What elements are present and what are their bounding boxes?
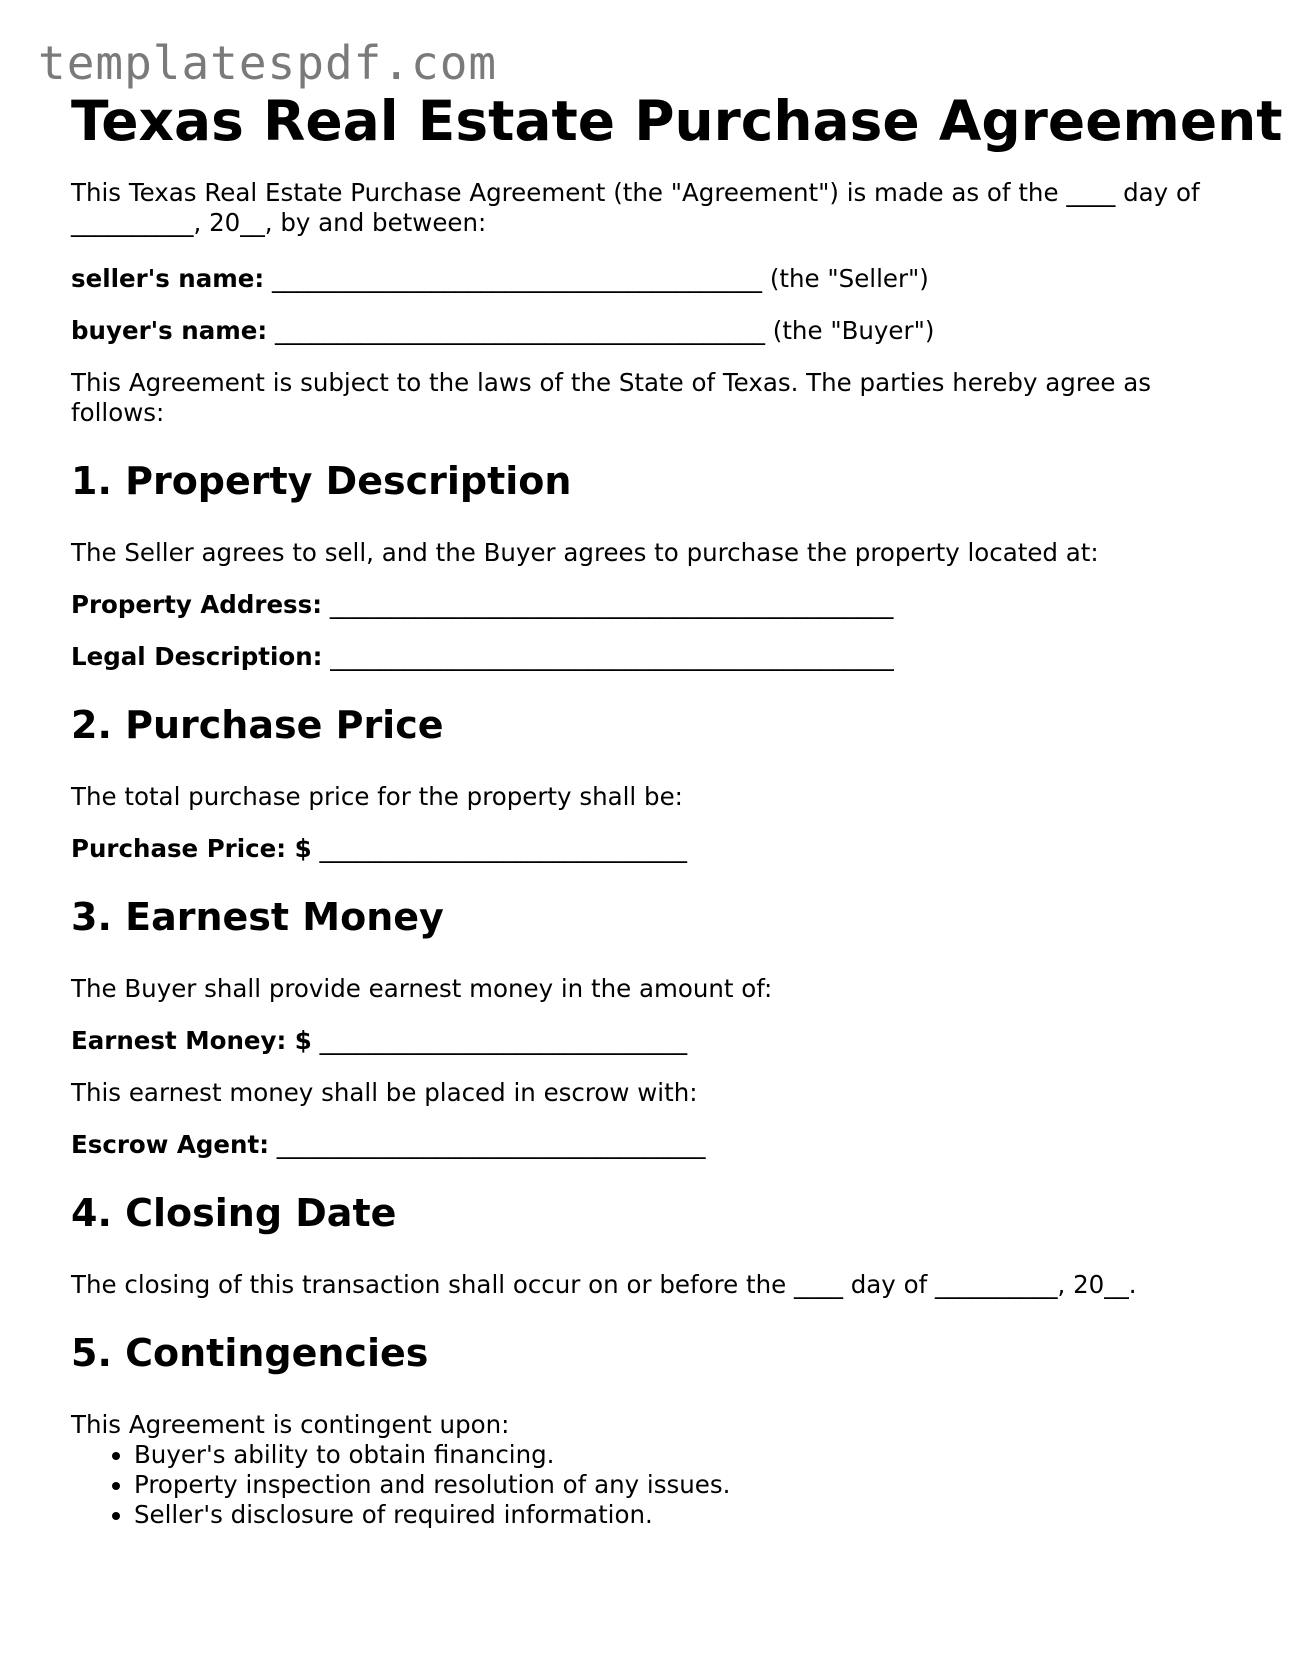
escrow-agent-blank[interactable]: ___________________________________: [276, 1130, 706, 1159]
section-heading-price: 2. Purchase Price: [71, 703, 444, 747]
purchase-price-field[interactable]: [71, 834, 1221, 864]
earnest-paragraph: The Buyer shall provide earnest money in the amount of:: [71, 974, 773, 1003]
closing-paragraph: The closing of this transaction shall occur on or before the ____ day of __________, 20__.: [71, 1270, 1137, 1299]
document-title: Texas Real Estate Purchase Agreement: [71, 89, 1283, 153]
section-heading-property: 1. Property Description: [71, 459, 572, 503]
property-paragraph: The Seller agrees to sell, and the Buyer agrees to purchase the property located at:: [71, 538, 1099, 567]
earnest-money-label: Earnest Money: $: [71, 1026, 312, 1055]
intro-paragraph: This Texas Real Estate Purchase Agreement (the "Agreement") is made as of the ____ day of __________, 20__, by and between:: [71, 178, 1200, 237]
section-heading-earnest: 3. Earnest Money: [71, 895, 444, 939]
escrow-agent-field[interactable]: [71, 1130, 1221, 1160]
property-address-blank[interactable]: ______________________________________________: [329, 590, 894, 619]
escrow-paragraph: This earnest money shall be placed in escrow with:: [71, 1078, 698, 1107]
legal-description-field[interactable]: [71, 642, 1221, 672]
contingencies-paragraph: This Agreement is contingent upon:: [71, 1410, 510, 1439]
seller-blank[interactable]: ________________________________________ (the "Seller"): [272, 264, 929, 293]
list-item: • Buyer's ability to obtain financing.: [134, 1440, 1221, 1470]
purchase-price-blank[interactable]: ______________________________: [319, 834, 687, 863]
legal-description-label: Legal Description:: [71, 642, 323, 671]
laws-paragraph: This Agreement is subject to the laws of the State of Texas. The parties hereby agree as follows:: [71, 368, 1152, 427]
watermark: templatespdf.com: [38, 36, 498, 90]
property-address-field[interactable]: [71, 590, 1221, 620]
buyer-blank[interactable]: ________________________________________ (the "Buyer"): [274, 316, 935, 345]
list-item: • Property inspection and resolution of any issues.: [134, 1470, 1221, 1500]
price-paragraph: The total purchase price for the property shall be:: [71, 782, 683, 811]
seller-label: seller's name:: [71, 264, 265, 293]
escrow-agent-label: Escrow Agent:: [71, 1130, 269, 1159]
legal-description-blank[interactable]: ______________________________________________: [330, 642, 894, 671]
buyer-field[interactable]: [71, 316, 1221, 346]
seller-field[interactable]: [71, 264, 1221, 294]
property-address-label: Property Address:: [71, 590, 323, 619]
list-item: • Seller's disclosure of required information.: [134, 1500, 1221, 1530]
earnest-money-field[interactable]: [71, 1026, 1221, 1056]
document-body: [71, 88, 1283, 1530]
section-heading-contingencies: 5. Contingencies: [71, 1331, 429, 1375]
buyer-label: buyer's name:: [71, 316, 268, 345]
earnest-money-blank[interactable]: ______________________________: [319, 1026, 688, 1055]
purchase-price-label: Purchase Price: $: [71, 834, 312, 863]
section-heading-closing: 4. Closing Date: [71, 1191, 397, 1235]
contingencies-list: [71, 1440, 1221, 1530]
